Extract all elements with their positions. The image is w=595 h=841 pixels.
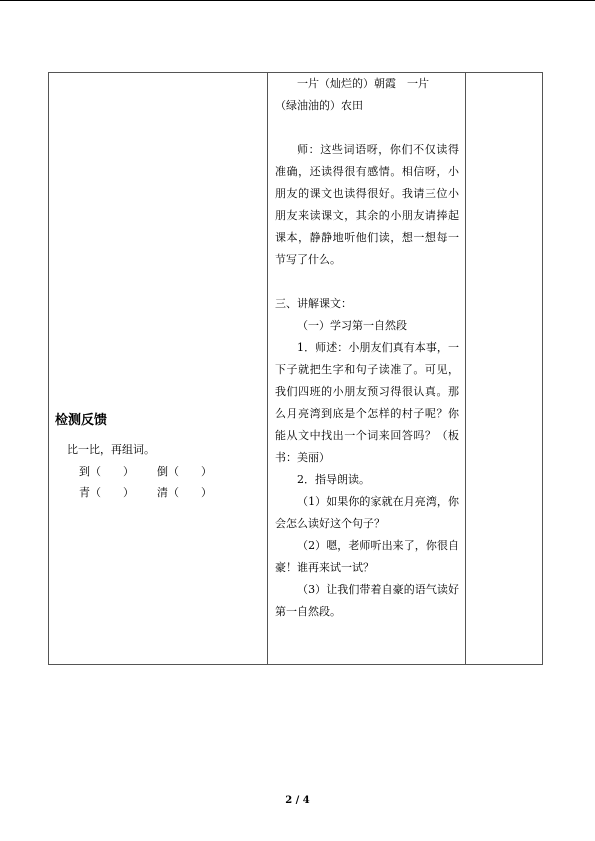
word-blank: 到（ ）	[79, 465, 134, 478]
section-heading: 三、讲解课文：	[275, 297, 352, 310]
word-blank: 清（ ）	[157, 486, 212, 499]
word-pair-row	[79, 465, 254, 479]
assessment-cell	[49, 73, 267, 664]
teacher-paragraph: 师：这些词语呀，你们不仅读得准确，还读得很有感情。相信呀，小朋友的课文也读得很好。我请三位小朋友来读课文，其余的小朋友请捧起课本，静静地听他们读，想一想每一节写了什么。	[275, 143, 459, 266]
header-rule	[0, 0, 595, 1]
page-number: 2 / 4	[285, 795, 310, 806]
list-item: （2）嗯，老师听出来了，你很自豪！谁再来试一试？	[275, 539, 459, 574]
word-pair-row	[79, 486, 254, 500]
word-blank: 青（ ）	[79, 486, 134, 499]
teaching-process-cell	[275, 73, 459, 623]
phrase-line: 一片（灿烂的）朝霞 一片	[297, 77, 429, 90]
column-divider	[267, 73, 268, 664]
phrase-line: （绿油油的）农田	[275, 99, 363, 112]
exercise-instruction: 比一比，再组词。	[67, 443, 155, 456]
lesson-table	[48, 72, 543, 665]
section-title: 检测反馈	[55, 413, 108, 428]
list-item: 2．指导朗读。	[297, 473, 370, 486]
subsection-heading: （一）学习第一自然段	[297, 319, 407, 332]
list-item: （3）让我们带着自豪的语气读好第一自然段。	[275, 583, 459, 618]
word-blank: 倒（ ）	[157, 465, 212, 478]
list-item: （1）如果你的家就在月亮湾，你会怎么读好这个句子？	[275, 495, 459, 530]
list-item: 1．师述：小朋友们真有本事，一下子就把生字和句子读准了。可见，我们四班的小朋友预习得很认真。那么月亮湾到底是个怎样的村子呢？你能从文中找出一个词来回答吗？（板书：美丽）	[275, 341, 459, 464]
column-divider	[465, 73, 466, 664]
